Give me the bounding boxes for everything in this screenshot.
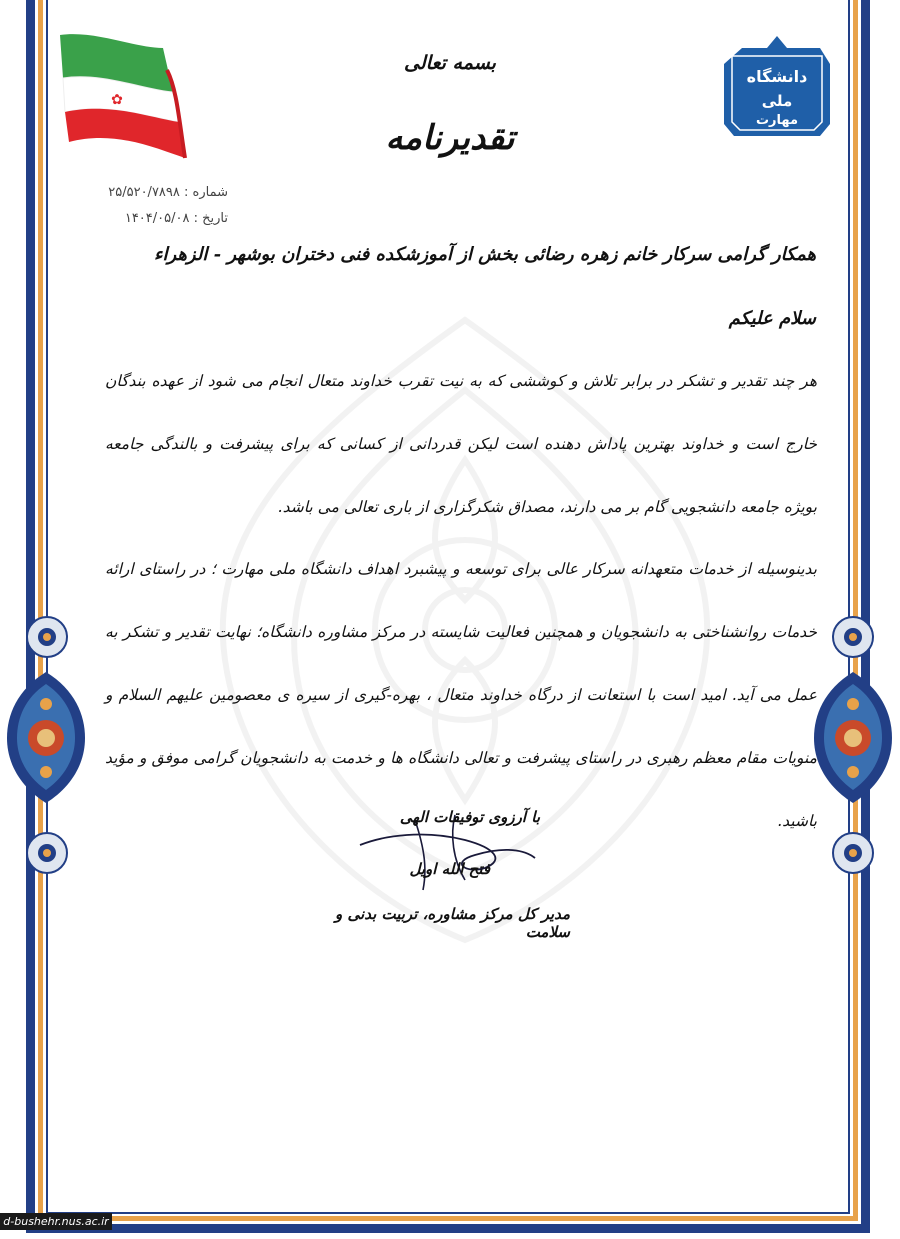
medallion-ornament-icon: [812, 670, 894, 805]
site-watermark-link[interactable]: d-bushehr.nus.ac.ir: [0, 1213, 112, 1230]
date-label: تاریخ :: [193, 211, 228, 226]
medallion-ornament-icon: [5, 670, 87, 805]
small-rosette-icon: [22, 612, 72, 662]
signer-name: فتح الله اویل: [409, 860, 490, 878]
paragraph-2: بدینوسیله از خدمات متعهدانه سرکار عالی برای توسعه و پیشبرد اهداف دانشگاه ملی مهارت ؛ در راستای ارائه خدمات روانشناختی به دانشجویان و همچنین فعالیت شایسته در مرکز مشاوره دانشگاه؛ نهایت تقدیر و تشکر به عمل می آید. امید است با استعانت از درگاه خداوند متعال ، بهره-گیری از سیره ی معصومین علیهم السلام و منویات مقام معظم رهبری در راستای پیشرفت و تعالی دانشگاه ها و خدمت به دانشجویان گرامی موفق و مؤید باشید.: [105, 560, 817, 830]
date-value: ۱۴۰۴/۰۵/۰۸: [124, 211, 190, 226]
small-rosette-icon: [828, 612, 878, 662]
letter-date: [88, 206, 228, 232]
number-label: شماره :: [184, 185, 228, 200]
number-value: ۲۵/۵۲۰/۷۸۹۸: [108, 185, 180, 200]
small-rosette-icon: [828, 828, 878, 878]
svg-text:مهارت: مهارت: [755, 113, 799, 128]
signer-position: مدیر کل مرکز مشاوره، تربیت بدنی و سلامت: [335, 905, 570, 941]
svg-text:دانشگاه: دانشگاه: [746, 67, 808, 86]
certificate-title: تقدیرنامه: [385, 118, 515, 158]
addressee: همکار گرامی سرکار خانم زهره رضائی بخش از آموزشکده فنی دختران بوشهر - الزهراء: [154, 244, 816, 265]
letter-number: [88, 180, 228, 206]
svg-text:✿: ✿: [111, 92, 123, 108]
letter-meta: [88, 180, 228, 232]
svg-text:ملی: ملی: [761, 92, 793, 110]
paragraph-1: هر چند تقدیر و تشکر در برابر تلاش و کوششی که به نیت تقرب خداوند متعال انجام می شود از عهده بندگان خارج است و خداوند بهترین پاداش دهنده است لیکن قدردانی از کسانی که برای پیشرفت و بالندگی جامعه بویژه جامعه دانشجویی گام بر می دارند، مصداق شکرگزاری از باری تعالی می باشد.: [105, 372, 817, 516]
small-rosette-icon: [22, 828, 72, 878]
greeting: سلام علیکم: [728, 308, 816, 329]
basmala: بسمه تعالی: [404, 52, 496, 74]
closing-wish: با آرزوی توفیقات الهی: [399, 808, 540, 826]
